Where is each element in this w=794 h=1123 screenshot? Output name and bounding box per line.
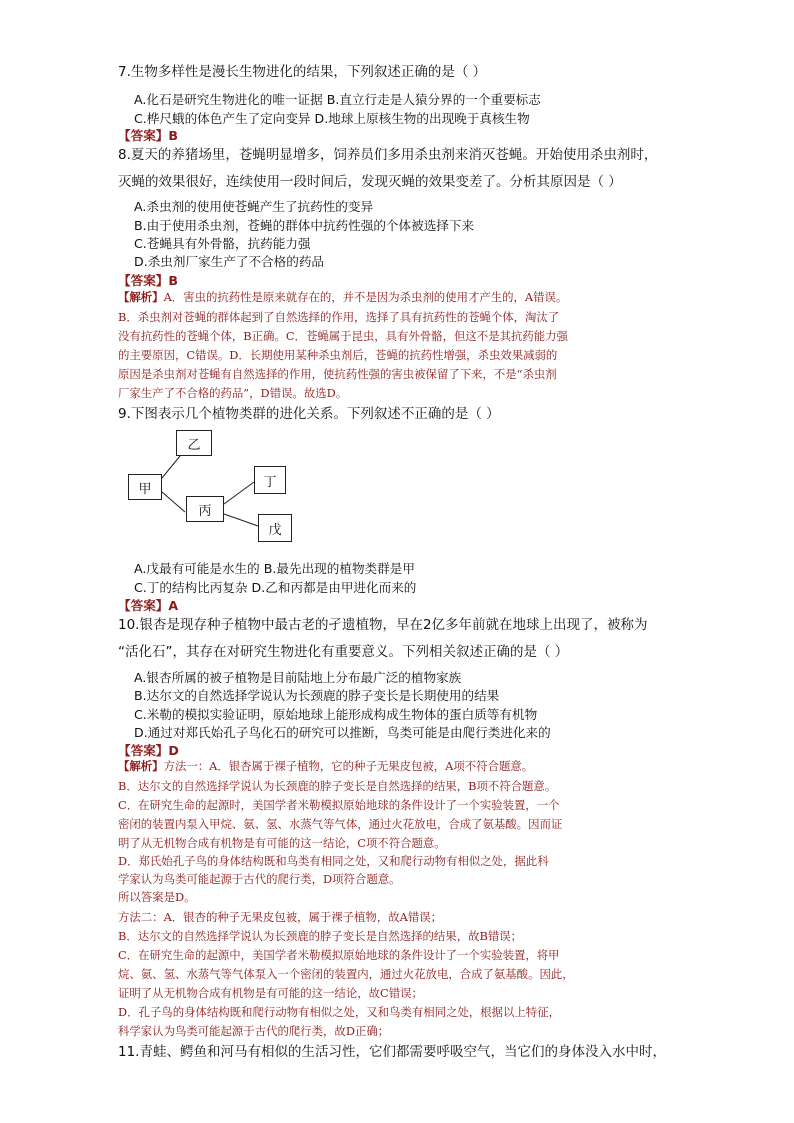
q7-answer — [118, 125, 178, 144]
q8-analysis-line2: B．杀虫剂对苍蝇的群体起到了自然选择的作用，选择了具有抗药性的苍蝇个体，淘汰了 — [118, 310, 560, 324]
answer-label: 【答案】 — [118, 743, 169, 758]
q8-analysis-line4: 的主要原因，C错误。D．长期使用某种杀虫剂后，苍蝇的抗药性增强，杀虫效果减弱的 — [118, 348, 558, 362]
q10-analysis-line11: C．在研究生命的起源中，美国学者米勒模拟原始地球的条件设计了一个实验装置，将甲 — [118, 948, 560, 962]
q10-answer-value: D — [168, 743, 179, 758]
q10-analysis-line7: 学家认为鸟类可能起源于古代的爬行类，D项符合题意。 — [118, 872, 401, 886]
q8-analysis-line6: 厂家生产了不合格的药品”，D错误。故选D。 — [118, 386, 348, 400]
q10-analysis-line14: D．孔子鸟的身体结构既和爬行动物有相似之处，又和鸟类有相同之处，根据以上特征， — [118, 1005, 560, 1019]
q10-analysis-line3: C．在研究生命的起源时，美国学者米勒模拟原始地球的条件设计了一个实验装置，一个 — [118, 798, 560, 812]
q10-analysis-line10: B．达尔文的自然选择学说认为长颈鹿的脖子变长是自然选择的结果，故B错误； — [118, 929, 523, 943]
analysis-label: 【解析】 — [118, 290, 164, 304]
q10-stem-line1: 10.银杏是现存种子植物中最古老的孑遗植物，早在2亿多年前就在地球上出现了，被称为 — [118, 617, 648, 633]
q7-answer-value: B — [168, 128, 178, 143]
q10-option-b: B.达尔文的自然选择学说认为长颈鹿的脖子变长是长期使用的结果 — [134, 688, 500, 703]
q10-answer — [118, 740, 179, 759]
q8-answer-value: B — [168, 273, 178, 288]
q8-option-b: B.由于使用杀虫剂，苍蝇的群体中抗药性强的个体被选择下来 — [134, 218, 475, 233]
q8-answer — [118, 270, 178, 289]
node-jia: 甲 — [128, 474, 162, 500]
q7-options-line2: C.桦尺蛾的体色产生了定向变异 D.地球上原核生物的出现晚于真核生物 — [134, 111, 530, 126]
q10-analysis-line1 — [118, 758, 533, 774]
node-wu: 戊 — [258, 514, 292, 542]
q7-stem: 7.生物多样性是漫长生物进化的结果，下列叙述正确的是（ ） — [118, 64, 487, 80]
q9-answer-value: A — [168, 598, 179, 613]
q9-options-line1: A.戊最有可能是水生的 B.最先出现的植物类群是甲 — [134, 561, 415, 576]
node-ding: 丁 — [254, 466, 286, 494]
q8-analysis-line5: 原因是杀虫剂对苍蝇有自然选择的作用，使抗药性强的害虫被保留了下来，不是“杀虫剂 — [118, 367, 557, 381]
q11-stem-line1: 11.青蛙、鳄鱼和河马有相似的生活习性，它们都需要呼吸空气，当它们的身体没入水中时， — [118, 1044, 666, 1060]
q10-analysis-line5: 明了从无机物合成有机物是有可能的这一结论，C项不符合题意。 — [118, 836, 446, 850]
line-bing-ding — [224, 482, 254, 504]
q10-option-a: A.银杏所属的被子植物是目前陆地上分布最广泛的植物家族 — [134, 670, 462, 685]
node-yi: 乙 — [176, 430, 212, 456]
q10-analysis-line2: B．达尔文的自然选择学说认为长颈鹿的脖子变长是自然选择的结果，B项不符合题意。 — [118, 779, 557, 793]
plant-evolution-diagram — [120, 426, 300, 554]
q10-option-d: D.通过对郑氏始孔子鸟化石的研究可以推断，鸟类可能是由爬行类进化来的 — [134, 725, 551, 740]
answer-label: 【答案】 — [118, 273, 169, 288]
q10-analysis-line4: 密闭的装置内泵入甲烷、氨、氢、水蒸气等气体，通过火花放电，合成了氨基酸。因而证 — [118, 817, 563, 831]
q8-analysis-line3: 没有抗药性的苍蝇个体，B正确。C．苍蝇属于昆虫，具有外骨骼，但这不是其抗药能力强 — [118, 329, 568, 343]
q8-stem-line2: 灭蝇的效果很好，连续使用一段时间后，发现灭蝇的效果变差了。分析其原因是（ ） — [118, 174, 622, 190]
analysis-label: 【解析】 — [118, 759, 164, 773]
q9-answer — [118, 595, 178, 614]
q10-analysis-line15: 科学家认为鸟类可能起源于古代的爬行类，故D正确； — [118, 1024, 390, 1038]
q9-stem: 9.下图表示几个植物类群的进化关系。下列叙述不正确的是（ ） — [118, 406, 500, 422]
q8-option-c: C.苍蝇具有外骨骼，抗药能力强 — [134, 236, 311, 251]
q8-analysis-text: A．害虫的抗药性是原来就存在的，并不是因为杀虫剂的使用才产生的，A错误。 — [163, 290, 568, 304]
line-jia-bing — [162, 492, 185, 512]
q9-options-line2: C.丁的结构比丙复杂 D.乙和丙都是由甲进化而来的 — [134, 580, 417, 595]
q10-analysis-text: 方法一：A．银杏属于裸子植物，它的种子无果皮包被，A项不符合题意。 — [163, 759, 534, 773]
q10-analysis-line9: 方法二：A．银杏的种子无果皮包被，属于裸子植物，故A错误； — [118, 910, 443, 924]
q10-analysis-line12: 烷、氨、氢、水蒸气等气体泵入一个密闭的装置内，通过火花放电，合成了氨基酸。因此， — [118, 967, 574, 981]
q7-options-line1: A.化石是研究生物进化的唯一证据 B.直立行走是人猿分界的一个重要标志 — [134, 92, 541, 107]
q10-analysis-line8: 所以答案是D。 — [118, 890, 196, 904]
q10-analysis-line6: D．郑氏始孔子鸟的身体结构既和鸟类有相同之处，又和爬行动物有相似之处，据此科 — [118, 854, 549, 868]
q10-stem-line2: “活化石”，其存在对研究生物进化有重要意义。下列相关叙述正确的是（ ） — [118, 644, 569, 660]
line-jia-yi — [162, 456, 180, 478]
node-bing: 丙 — [186, 496, 224, 522]
q10-option-c: C.米勒的模拟实验证明，原始地球上能形成构成生物体的蛋白质等有机物 — [134, 707, 538, 722]
q10-analysis-line13: 证明了从无机物合成有机物是有可能的这一结论，故C错误； — [118, 986, 423, 1000]
q8-analysis-line1 — [118, 289, 567, 305]
q8-stem-line1: 8.夏天的养猪场里，苍蝇明显增多，饲养员们多用杀虫剂来消灭苍蝇。开始使用杀虫剂时， — [118, 147, 658, 163]
q8-option-a: A.杀虫剂的使用使苍蝇产生了抗药性的变异 — [134, 199, 374, 214]
answer-label: 【答案】 — [118, 598, 169, 613]
line-bing-wu — [224, 514, 258, 526]
q8-option-d: D.杀虫剂厂家生产了不合格的药品 — [134, 254, 325, 269]
answer-label: 【答案】 — [118, 128, 169, 143]
